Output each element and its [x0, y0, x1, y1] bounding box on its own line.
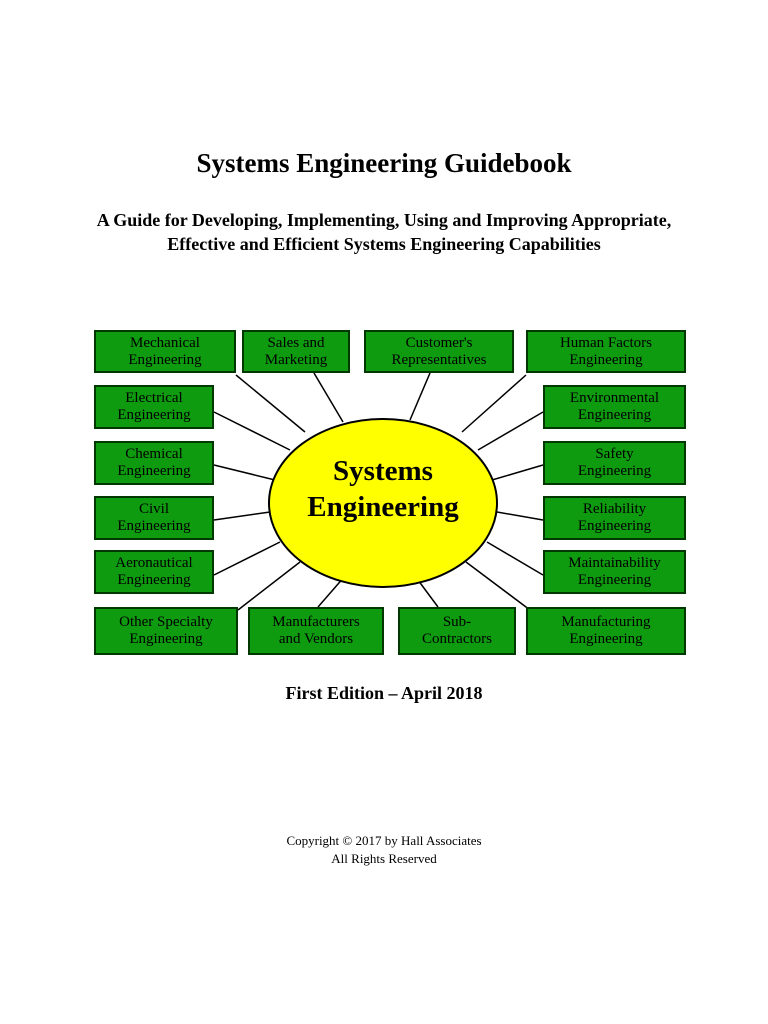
connector-line [214, 465, 275, 480]
connector-line [492, 465, 543, 480]
connector-line [478, 412, 543, 450]
document-subtitle: A Guide for Developing, Implementing, Using and Improving Appropriate, Effective and Efficient Systems Engineering Capabilities [96, 210, 672, 254]
copyright-line: Copyright © 2017 by Hall Associates [286, 833, 482, 848]
edition-line: First Edition – April 2018 [285, 683, 483, 703]
box-aeronautical-engineering: Aeronautical Engineering [94, 550, 214, 594]
connector-line [236, 375, 305, 432]
center-label: Systems Engineering [307, 455, 459, 523]
box-maintainability-engineering: Maintainability Engineering [543, 550, 686, 594]
connector-line [214, 412, 290, 450]
connector-line [314, 373, 343, 422]
connector-line [487, 542, 543, 575]
connector-line [238, 562, 300, 610]
box-manufacturing-engineering: Manufacturing Engineering [526, 607, 686, 655]
systems-engineering-diagram [0, 320, 768, 665]
box-customers-representatives: Customer's Representatives [364, 330, 514, 373]
box-manufacturers-vendors: Manufacturers and Vendors [248, 607, 384, 655]
box-electrical-engineering: Electrical Engineering [94, 385, 214, 429]
connector-line [214, 512, 270, 520]
box-subcontractors: Sub- Contractors [398, 607, 516, 655]
connector-line [462, 375, 526, 432]
rights-line: All Rights Reserved [331, 851, 437, 866]
connector-line [466, 562, 530, 610]
connector-line [214, 542, 280, 575]
box-human-factors-engineering: Human Factors Engineering [526, 330, 686, 373]
box-chemical-engineering: Chemical Engineering [94, 441, 214, 485]
box-sales-marketing: Sales and Marketing [242, 330, 350, 373]
box-reliability-engineering: Reliability Engineering [543, 496, 686, 540]
box-other-specialty-engineering: Other Specialty Engineering [94, 607, 238, 655]
box-mechanical-engineering: Mechanical Engineering [94, 330, 236, 373]
copyright-block [0, 832, 768, 868]
connector-line [497, 512, 543, 520]
box-environmental-engineering: Environmental Engineering [543, 385, 686, 429]
connector-line [410, 373, 430, 420]
box-civil-engineering: Civil Engineering [94, 496, 214, 540]
box-safety-engineering: Safety Engineering [543, 441, 686, 485]
document-title: Systems Engineering Guidebook [196, 148, 572, 178]
